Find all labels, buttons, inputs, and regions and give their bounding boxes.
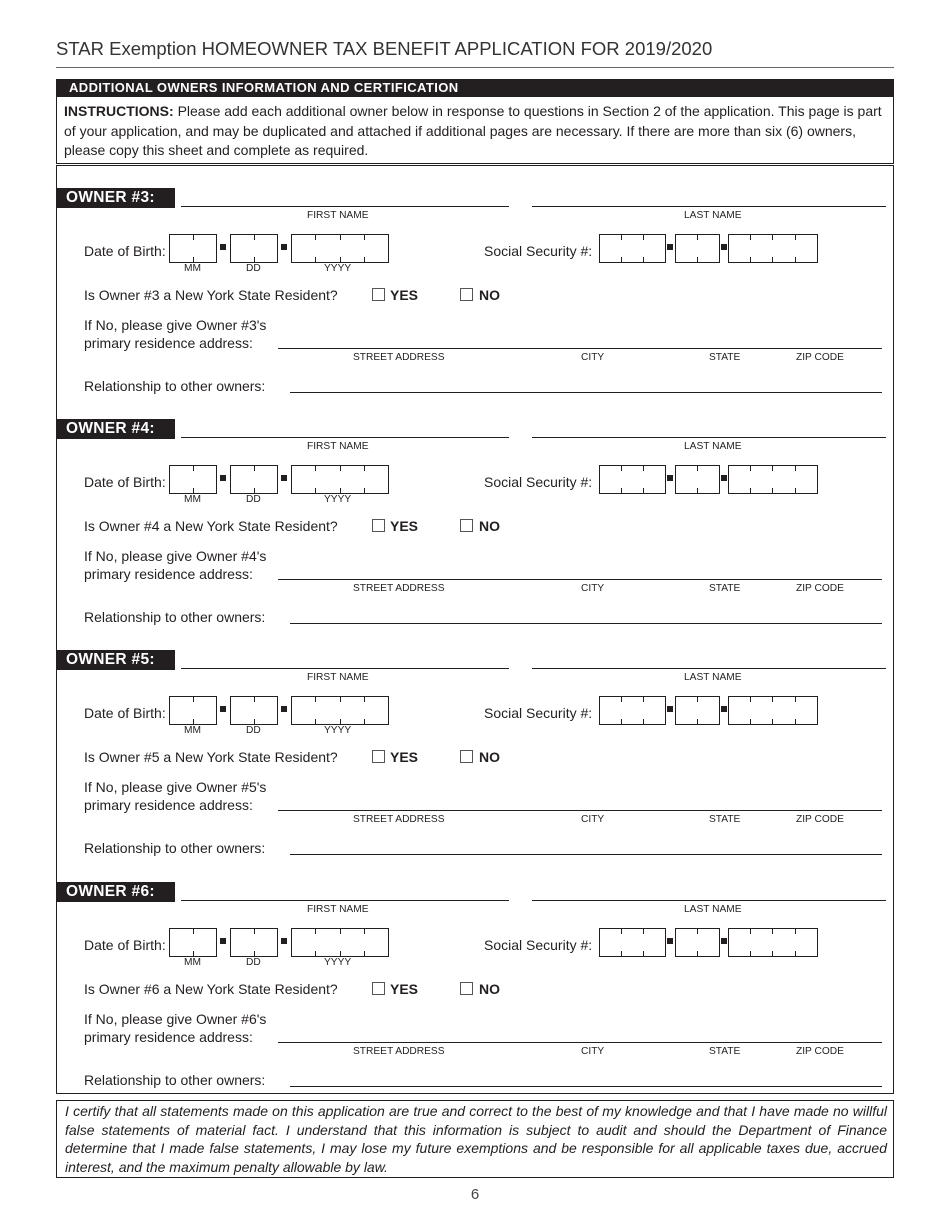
owner-heading: OWNER #3:: [57, 188, 175, 208]
resident-yes-checkbox[interactable]: [372, 750, 385, 763]
resident-no-checkbox[interactable]: [460, 288, 473, 301]
owner-heading: OWNER #5:: [57, 650, 175, 670]
first-name-field[interactable]: [181, 437, 509, 438]
dob-day-field[interactable]: [230, 696, 278, 725]
ssn-separator: [721, 244, 727, 250]
dob-day-field[interactable]: [230, 234, 278, 263]
city-caption: CITY: [581, 583, 605, 594]
dob-mm-caption: MM: [184, 263, 201, 274]
dob-day-field[interactable]: [230, 928, 278, 957]
dob-mm-caption: MM: [184, 494, 201, 505]
ssn-serial-field[interactable]: [728, 234, 818, 263]
first-name-caption: FIRST NAME: [307, 210, 369, 221]
street-caption: STREET ADDRESS: [353, 1046, 445, 1057]
instructions-label: INSTRUCTIONS:: [64, 103, 174, 119]
dob-yyyy-caption: YYYY: [324, 263, 352, 274]
city-caption: CITY: [581, 1046, 605, 1057]
resident-yes-checkbox[interactable]: [372, 982, 385, 995]
dob-yyyy-caption: YYYY: [324, 494, 352, 505]
last-name-field[interactable]: [532, 668, 886, 669]
first-name-caption: FIRST NAME: [307, 672, 369, 683]
owner-heading: OWNER #6:: [57, 882, 175, 902]
resident-no-checkbox[interactable]: [460, 982, 473, 995]
zip-caption: ZIP CODE: [796, 814, 844, 825]
dob-label: Date of Birth:: [84, 937, 166, 953]
resident-yes-label: YES: [390, 749, 419, 765]
address-field[interactable]: [278, 348, 882, 349]
dob-separator: [220, 244, 226, 250]
owner-block: [57, 166, 893, 394]
ssn-separator: [667, 938, 673, 944]
dob-year-field[interactable]: [291, 234, 389, 263]
dob-dd-caption: DD: [246, 725, 261, 736]
last-name-field[interactable]: [532, 900, 886, 901]
owner-block: [57, 860, 893, 1088]
resident-yes-label: YES: [390, 981, 419, 997]
dob-label: Date of Birth:: [84, 243, 166, 259]
owner-heading: OWNER #4:: [57, 419, 175, 439]
relationship-label: Relationship to other owners:: [84, 609, 266, 625]
last-name-field[interactable]: [532, 206, 886, 207]
relationship-label: Relationship to other owners:: [84, 378, 266, 394]
last-name-caption: LAST NAME: [684, 210, 742, 221]
zip-caption: ZIP CODE: [796, 1046, 844, 1057]
resident-no-label: NO: [479, 981, 500, 997]
street-caption: STREET ADDRESS: [353, 583, 445, 594]
dob-yyyy-caption: YYYY: [324, 957, 352, 968]
document-title: STAR Exemption HOMEOWNER TAX BENEFIT APPLICATION FOR 2019/2020: [56, 38, 713, 59]
state-caption: STATE: [709, 583, 741, 594]
first-name-field[interactable]: [181, 668, 509, 669]
relationship-field[interactable]: [290, 623, 882, 624]
address-field[interactable]: [278, 810, 882, 811]
dob-separator: [281, 475, 287, 481]
ssn-separator: [721, 706, 727, 712]
ssn-serial-field[interactable]: [728, 928, 818, 957]
address-prompt: If No, please give Owner #6's: [84, 1011, 267, 1027]
ssn-area-field[interactable]: [599, 465, 666, 494]
resident-no-label: NO: [479, 749, 500, 765]
ssn-separator: [667, 244, 673, 250]
resident-no-label: NO: [479, 287, 500, 303]
dob-month-field[interactable]: [169, 696, 217, 725]
ssn-group-field[interactable]: [675, 928, 720, 957]
resident-question: Is Owner #6 a New York State Resident?: [84, 981, 338, 997]
dob-year-field[interactable]: [291, 928, 389, 957]
resident-question: Is Owner #4 a New York State Resident?: [84, 518, 338, 534]
resident-yes-label: YES: [390, 518, 419, 534]
address-field[interactable]: [278, 579, 882, 580]
relationship-label: Relationship to other owners:: [84, 840, 266, 856]
first-name-field[interactable]: [181, 900, 509, 901]
dob-label: Date of Birth:: [84, 705, 166, 721]
ssn-area-field[interactable]: [599, 696, 666, 725]
address-prompt: If No, please give Owner #5's: [84, 779, 267, 795]
section-title-bar: ADDITIONAL OWNERS INFORMATION AND CERTIFICATION: [56, 79, 894, 97]
dob-mm-caption: MM: [184, 957, 201, 968]
ssn-area-field[interactable]: [599, 928, 666, 957]
resident-no-checkbox[interactable]: [460, 750, 473, 763]
last-name-caption: LAST NAME: [684, 904, 742, 915]
address-label: primary residence address:: [84, 797, 253, 813]
relationship-field[interactable]: [290, 1086, 882, 1087]
ssn-group-field[interactable]: [675, 234, 720, 263]
ssn-serial-field[interactable]: [728, 465, 818, 494]
ssn-separator: [721, 938, 727, 944]
dob-dd-caption: DD: [246, 494, 261, 505]
address-label: primary residence address:: [84, 566, 253, 582]
ssn-label: Social Security #:: [484, 705, 593, 721]
last-name-caption: LAST NAME: [684, 441, 742, 452]
ssn-label: Social Security #:: [484, 937, 593, 953]
ssn-label: Social Security #:: [484, 243, 593, 259]
ssn-separator: [667, 706, 673, 712]
first-name-caption: FIRST NAME: [307, 904, 369, 915]
state-caption: STATE: [709, 1046, 741, 1057]
dob-year-field[interactable]: [291, 465, 389, 494]
dob-separator: [220, 706, 226, 712]
dob-month-field[interactable]: [169, 234, 217, 263]
dob-separator: [281, 706, 287, 712]
address-prompt: If No, please give Owner #4's: [84, 548, 267, 564]
first-name-caption: FIRST NAME: [307, 441, 369, 452]
dob-separator: [281, 938, 287, 944]
relationship-field[interactable]: [290, 392, 882, 393]
ssn-separator: [667, 475, 673, 481]
dob-day-field[interactable]: [230, 465, 278, 494]
state-caption: STATE: [709, 814, 741, 825]
resident-no-label: NO: [479, 518, 500, 534]
dob-year-field[interactable]: [291, 696, 389, 725]
ssn-group-field[interactable]: [675, 696, 720, 725]
address-field[interactable]: [278, 1042, 882, 1043]
dob-month-field[interactable]: [169, 928, 217, 957]
address-label: primary residence address:: [84, 1029, 253, 1045]
street-caption: STREET ADDRESS: [353, 814, 445, 825]
relationship-label: Relationship to other owners:: [84, 1072, 266, 1088]
owners-box: [56, 165, 894, 1094]
instructions-box: [56, 97, 894, 164]
title-divider: [56, 67, 894, 68]
instructions-text: Please add each additional owner below in response to questions in Section 2 of the application. This page is part of your application, and may be duplicated and attached if additional pages are necessary. If there are more than six (6) owners, please copy this sheet and complete as required.: [64, 103, 882, 158]
resident-no-checkbox[interactable]: [460, 519, 473, 532]
city-caption: CITY: [581, 814, 605, 825]
dob-mm-caption: MM: [184, 725, 201, 736]
dob-label: Date of Birth:: [84, 474, 166, 490]
dob-yyyy-caption: YYYY: [324, 725, 352, 736]
dob-month-field[interactable]: [169, 465, 217, 494]
city-caption: CITY: [581, 352, 605, 363]
resident-yes-checkbox[interactable]: [372, 288, 385, 301]
last-name-caption: LAST NAME: [684, 672, 742, 683]
zip-caption: ZIP CODE: [796, 352, 844, 363]
page-number: 6: [470, 1186, 480, 1203]
resident-yes-label: YES: [390, 287, 419, 303]
dob-dd-caption: DD: [246, 263, 261, 274]
zip-caption: ZIP CODE: [796, 583, 844, 594]
ssn-label: Social Security #:: [484, 474, 593, 490]
resident-question: Is Owner #5 a New York State Resident?: [84, 749, 338, 765]
dob-dd-caption: DD: [246, 957, 261, 968]
dob-separator: [220, 938, 226, 944]
dob-separator: [220, 475, 226, 481]
owner-block: [57, 628, 893, 856]
state-caption: STATE: [709, 352, 741, 363]
address-label: primary residence address:: [84, 335, 253, 351]
resident-question: Is Owner #3 a New York State Resident?: [84, 287, 338, 303]
ssn-group-field[interactable]: [675, 465, 720, 494]
ssn-separator: [721, 475, 727, 481]
relationship-field[interactable]: [290, 854, 882, 855]
certification-box: I certify that all statements made on this application are true and correct to the best of my knowledge and that I have made no willful false statements of material fact. I understand that this information is subject to audit and should the Department of Finance determine that I made false statements, I may lose my future exemptions and be responsible for all applicable taxes due, accrued interest, and the maximum penalty allowable by law.: [56, 1100, 894, 1178]
owner-block: [57, 397, 893, 625]
resident-yes-checkbox[interactable]: [372, 519, 385, 532]
address-prompt: If No, please give Owner #3's: [84, 317, 267, 333]
ssn-serial-field[interactable]: [728, 696, 818, 725]
first-name-field[interactable]: [181, 206, 509, 207]
last-name-field[interactable]: [532, 437, 886, 438]
dob-separator: [281, 244, 287, 250]
street-caption: STREET ADDRESS: [353, 352, 445, 363]
ssn-area-field[interactable]: [599, 234, 666, 263]
